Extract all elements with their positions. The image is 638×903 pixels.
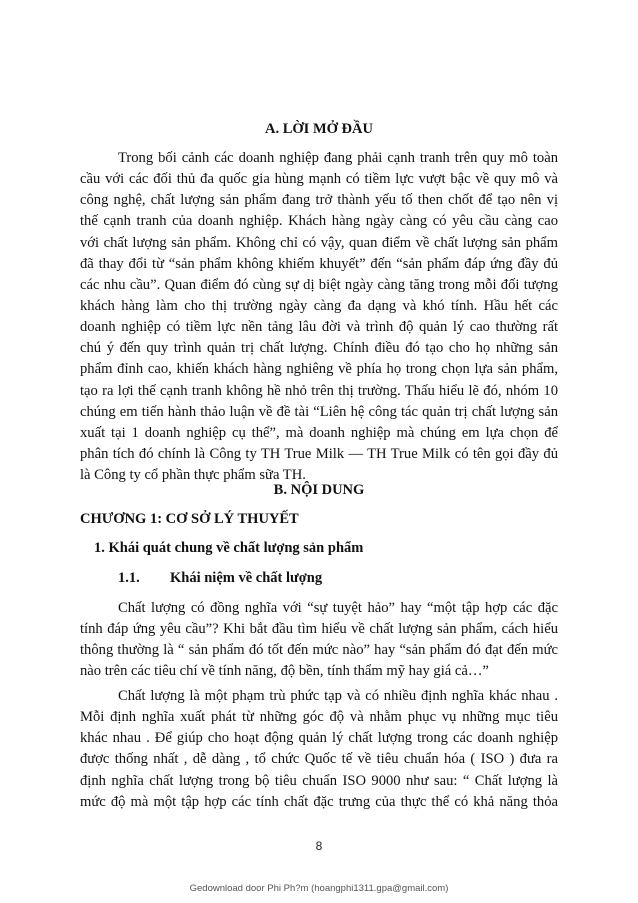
text-line: với chất lượng sản phẩm. Không chỉ có vậy, quan điểm về chất lượng sản phẩm bbox=[80, 234, 558, 251]
document-page bbox=[80, 0, 558, 903]
text-line: Chất lượng có đồng nghĩa với “sự tuyệt hảo” hay “một tập hợp các đặc bbox=[118, 600, 558, 616]
text-line: phân tích đó chính là Công ty TH True Milk — TH True Milk có tên gọi đầy đủ bbox=[80, 445, 558, 462]
text-line: Trong bối cảnh các doanh nghiệp đang phải cạnh tranh trên quy mô toàn bbox=[118, 150, 558, 166]
download-footer: Gedownload door Phi Ph?m (hoangphi1311.gpa@gmail.com) bbox=[189, 883, 449, 894]
text-line: các nhu cầu”. Quan điểm đó cùng sự dị biệt ngày càng tăng trong mỗi đối tượng bbox=[80, 276, 558, 293]
text-line: mức độ mà một tập hợp các tính chất đặc trưng của thực thể có khả năng thỏa bbox=[80, 793, 558, 810]
text-line: cầu với các đối thủ đa quốc gia hùng mạnh có tiềm lực vượt bậc về quy mô và bbox=[80, 171, 558, 188]
heading-intro: A. LỜI MỞ ĐẦU bbox=[265, 121, 373, 137]
text-line: tính đáp ứng yêu cầu”? Khi bắt đầu tìm hiểu về chất lượng sản phẩm, cách hiểu bbox=[80, 621, 558, 638]
chapter-title: CHƯƠNG 1: CƠ SỞ LÝ THUYẾT bbox=[80, 511, 299, 527]
text-line: tạo ra lợi thế cạnh tranh không hề nhỏ trên thị trường. Thấu hiểu lẽ đó, nhóm 10 bbox=[80, 382, 558, 399]
text-line: nào trên các tiêu chí về tính năng, độ bền, tính thẩm mỹ hay giá cả…” bbox=[80, 663, 489, 680]
text-line: khác nhau . Để giúp cho hoạt động quản lý chất lượng trong các doanh nghiệp bbox=[80, 730, 558, 747]
text-line: khách hàng làm cho thị trường ngày càng đa dạng và khó tính. Hầu hết các bbox=[80, 297, 558, 314]
text-line: Mỗi định nghĩa xuất phát từ những góc độ và nhằm phục vụ những mục tiêu bbox=[80, 709, 558, 726]
text-line: chúng em tiến hành thảo luận về đề tài “Liên hệ công tác quản trị chất lượng sản bbox=[80, 403, 558, 420]
subsection-title bbox=[118, 569, 322, 587]
text-line: Chất lượng là một phạm trù phức tạp và có nhiều định nghĩa khác nhau . bbox=[118, 688, 558, 704]
section-title: 1. Khái quát chung về chất lượng sản phẩm bbox=[94, 540, 364, 556]
subsection-number: 1.1. bbox=[118, 570, 140, 586]
text-line: thông thường là “ sản phẩm đó tốt đến mức nào” hay “sản phẩm đó đạt đến mức bbox=[80, 642, 558, 659]
text-line: thế cạnh tranh của doanh nghiệp. Khách hàng ngày càng có yêu cầu càng cao bbox=[80, 213, 558, 230]
definition-paragraph-2 bbox=[80, 686, 558, 813]
intro-paragraph bbox=[80, 148, 558, 486]
definition-paragraph-1 bbox=[80, 598, 558, 683]
text-line: đã thay đổi từ “sản phẩm không khiếm khuyết” đến “sản phẩm đáp ứng đầy đủ bbox=[80, 255, 558, 272]
text-line: được thống nhất , dễ dàng , tổ chức Quốc tế về tiêu chuẩn hóa ( ISO ) đưa ra bbox=[80, 751, 558, 768]
heading-content: B. NỘI DUNG bbox=[273, 482, 365, 498]
text-line: công nghệ, chất lượng sản phẩm đang trở thành yếu tố then chốt để tạo nên vị bbox=[80, 192, 558, 209]
text-line: chú ý đến quy trình quản trị chất lượng. Chính điều đó tạo cho họ những sản bbox=[80, 340, 558, 357]
subsection-label: Khái niệm về chất lượng bbox=[170, 570, 323, 586]
text-line: là Công ty cổ phần thực phẩm sữa TH. bbox=[80, 467, 306, 484]
page-number: 8 bbox=[315, 839, 323, 853]
text-line: doanh nghiệp có tiềm lực nền tảng lâu đời và trình độ quản lý cao thường rất bbox=[80, 319, 558, 336]
text-line: định nghĩa chất lượng trong bộ tiêu chuẩn ISO 9000 như sau: “ Chất lượng là bbox=[80, 772, 558, 789]
text-line: phẩm đỉnh cao, khiến khách hàng nghiêng về phía họ trong chọn lựa sản phẩm, bbox=[80, 361, 558, 378]
text-line: xuất tại 1 doanh nghiệp cụ thể”, mà doanh nghiệp mà chúng em lựa chọn để bbox=[80, 424, 558, 441]
